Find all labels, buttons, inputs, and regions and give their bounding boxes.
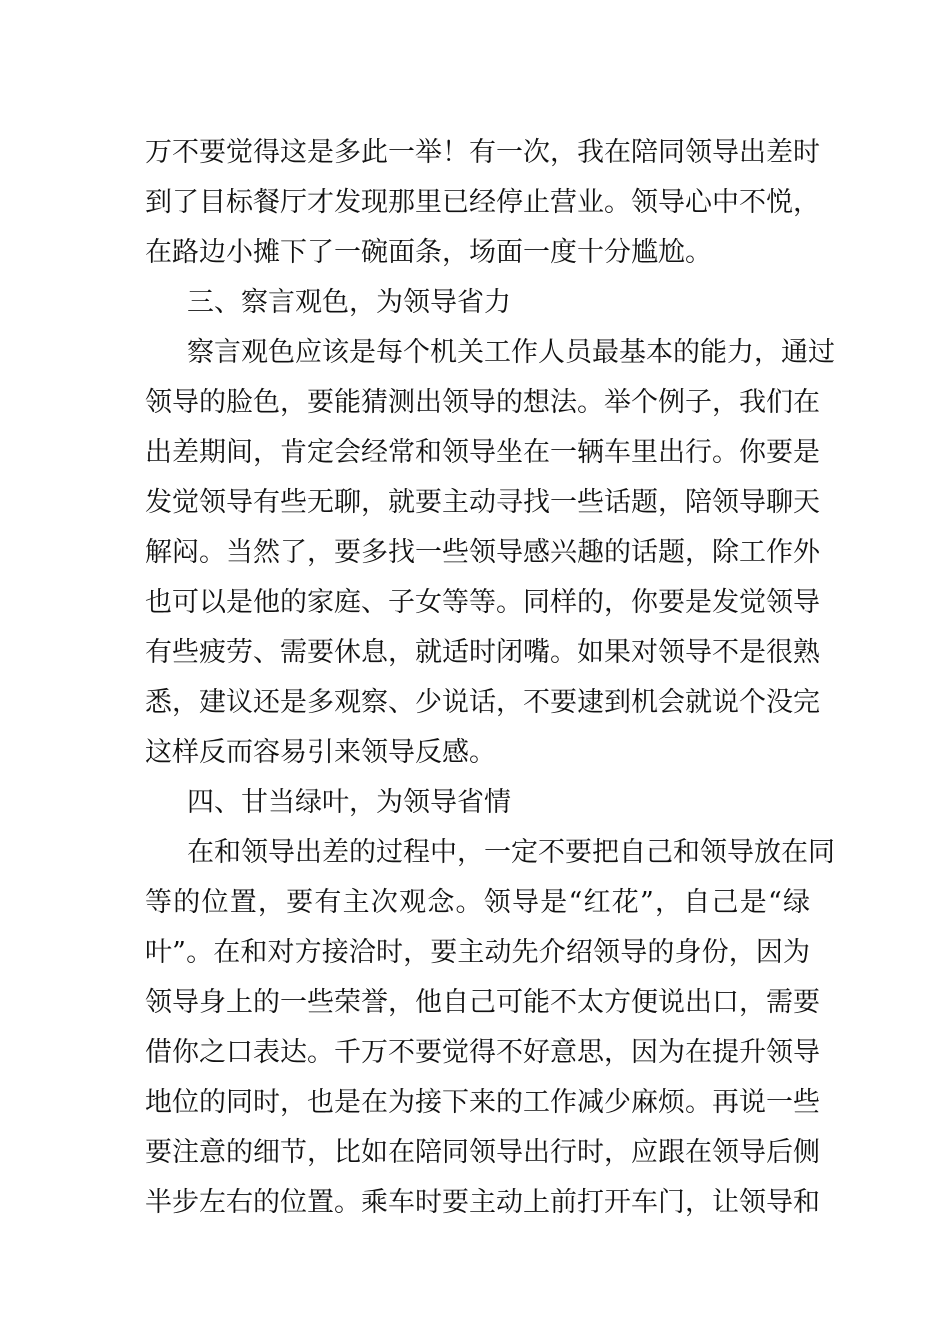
- body-line: 等的位置，要有主次观念。领导是“红花”，自己是“绿: [145, 887, 810, 918]
- body-line: 这样反而容易引来领导反感。: [145, 737, 496, 768]
- body-line: 到了目标餐厅才发现那里已经停止营业。领导心中不悦，: [145, 187, 820, 218]
- section-heading: 三、察言观色，为领导省力: [187, 287, 511, 318]
- body-line: 也可以是他的家庭、子女等等。同样的，你要是发觉领导: [145, 587, 820, 618]
- body-line: 出差期间，肯定会经常和领导坐在一辆车里出行。你要是: [145, 437, 820, 468]
- body-line: 有些疲劳、需要休息，就适时闭嘴。如果对领导不是很熟: [145, 637, 820, 668]
- body-line: 万不要觉得这是多此一举！有一次，我在陪同领导出差时: [145, 137, 820, 168]
- document-body: [145, 128, 835, 1228]
- body-line: 解闷。当然了，要多找一些领导感兴趣的话题，除工作外: [145, 537, 820, 568]
- body-line: 叶”。在和对方接洽时，要主动先介绍领导的身份，因为: [145, 937, 810, 968]
- body-line: 领导身上的一些荣誉，他自己可能不太方便说出口，需要: [145, 987, 820, 1018]
- body-line: 要注意的细节，比如在陪同领导出行时，应跟在领导后侧: [145, 1137, 820, 1168]
- body-line: 发觉领导有些无聊，就要主动寻找一些话题，陪领导聊天: [145, 487, 820, 518]
- body-line: 在路边小摊下了一碗面条，场面一度十分尴尬。: [145, 237, 712, 268]
- body-line: 地位的同时，也是在为接下来的工作减少麻烦。再说一些: [145, 1087, 820, 1118]
- section-heading: 四、甘当绿叶，为领导省情: [187, 787, 511, 818]
- body-line: 在和领导出差的过程中，一定不要把自己和领导放在同: [187, 837, 835, 868]
- body-line: 领导的脸色，要能猜测出领导的想法。举个例子，我们在: [145, 387, 820, 418]
- body-line: 半步左右的位置。乘车时要主动上前打开车门，让领导和: [145, 1187, 820, 1218]
- body-line: 察言观色应该是每个机关工作人员最基本的能力，通过: [187, 337, 835, 368]
- body-line: 借你之口表达。千万不要觉得不好意思，因为在提升领导: [145, 1037, 820, 1068]
- body-line: 悉，建议还是多观察、少说话，不要逮到机会就说个没完: [145, 687, 820, 718]
